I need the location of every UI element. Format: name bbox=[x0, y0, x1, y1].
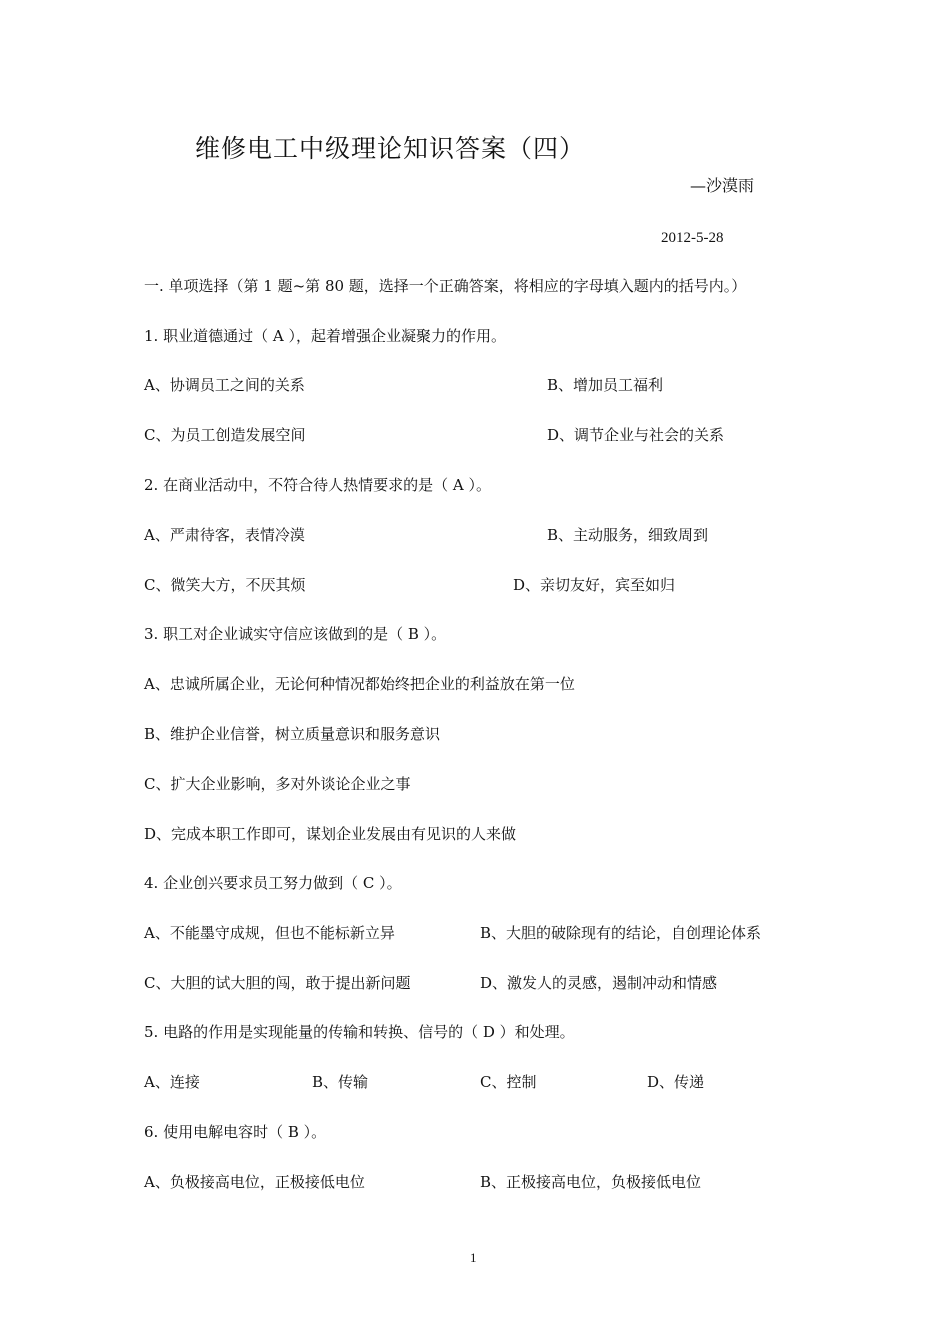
section-heading: 一. 单项选择（第 1 题~第 80 题，选择一个正确答案，将相应的字母填入题内的括号内。） bbox=[144, 277, 747, 295]
question-4: 4. 企业创兴要求员工努力做到（ C ）。 bbox=[144, 874, 402, 892]
question-6: 6. 使用电解电容时（ B ）。 bbox=[144, 1123, 327, 1141]
q5-option-a: A、连接 bbox=[144, 1073, 200, 1091]
question-5: 5. 电路的作用是实现能量的传输和转换、信号的（ D ）和处理。 bbox=[144, 1023, 575, 1041]
date-line: 2012-5-28 bbox=[661, 230, 724, 246]
q2-option-b: B、主动服务，细致周到 bbox=[547, 526, 709, 544]
q5-option-c: C、控制 bbox=[480, 1073, 537, 1091]
author-line: —沙漠雨 bbox=[690, 176, 755, 195]
question-2: 2. 在商业活动中，不符合待人热情要求的是（ A ）。 bbox=[144, 476, 491, 494]
q4-option-b: B、大胆的破除现有的结论，自创理论体系 bbox=[480, 924, 762, 942]
document-title: 维修电工中级理论知识答案（四） bbox=[195, 134, 586, 163]
question-3: 3. 职工对企业诚实守信应该做到的是（ B ）。 bbox=[144, 625, 447, 643]
q1-option-d: D、调节企业与社会的关系 bbox=[547, 426, 725, 444]
q2-option-a: A、严肃待客，表情冷漠 bbox=[144, 526, 305, 544]
q1-option-b: B、增加员工福利 bbox=[547, 376, 664, 394]
q3-option-b: B、维护企业信誉，树立质量意识和服务意识 bbox=[144, 725, 441, 743]
q4-option-d: D、激发人的灵感，遏制冲动和情感 bbox=[480, 974, 718, 992]
q6-option-a: A、负极接高电位，正极接低电位 bbox=[144, 1173, 365, 1191]
page-number: 1 bbox=[470, 1250, 477, 1265]
q5-option-d: D、传递 bbox=[647, 1073, 705, 1091]
q4-option-a: A、不能墨守成规，但也不能标新立异 bbox=[144, 924, 395, 942]
q1-option-c: C、为员工创造发展空间 bbox=[144, 426, 306, 444]
q2-option-d: D、亲切友好，宾至如归 bbox=[513, 576, 676, 594]
q5-option-b: B、传输 bbox=[312, 1073, 369, 1091]
q6-option-b: B、正极接高电位，负极接低电位 bbox=[480, 1173, 702, 1191]
q1-option-a: A、协调员工之间的关系 bbox=[144, 376, 305, 394]
q3-option-a: A、忠诚所属企业，无论何种情况都始终把企业的利益放在第一位 bbox=[144, 675, 575, 693]
q2-option-c: C、微笑大方，不厌其烦 bbox=[144, 576, 306, 594]
q3-option-d: D、完成本职工作即可，谋划企业发展由有见识的人来做 bbox=[144, 825, 517, 843]
q3-option-c: C、扩大企业影响，多对外谈论企业之事 bbox=[144, 775, 411, 793]
question-1: 1. 职业道德通过（ A ），起着增强企业凝聚力的作用。 bbox=[144, 327, 506, 345]
q4-option-c: C、大胆的试大胆的闯，敢于提出新问题 bbox=[144, 974, 411, 992]
